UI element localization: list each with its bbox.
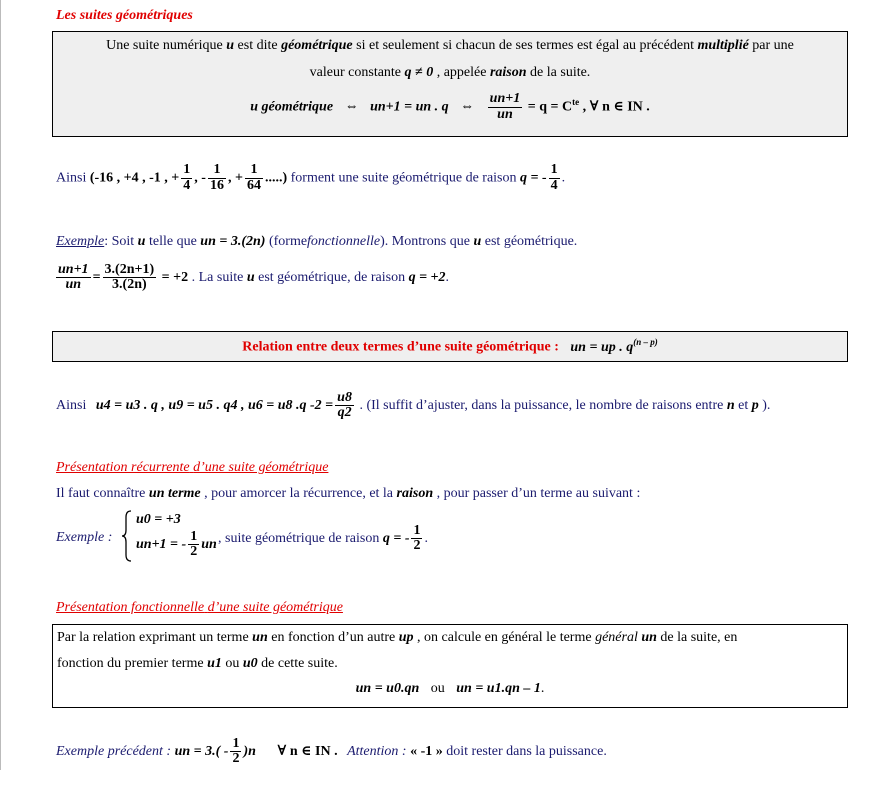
- relation-content: [53, 337, 847, 356]
- minus-one-quote: « -1 »: [410, 744, 443, 759]
- relation-exponent: (n – p): [633, 337, 658, 347]
- period: ).: [762, 398, 771, 413]
- exemple-1-calculation: [54, 259, 449, 297]
- brace-icon: [122, 510, 132, 562]
- u8-over-q2-fraction: $\frac{u8}{q2}$: [337, 389, 352, 421]
- fonctionnelle-line-2: fonction du premier terme u1 ou u0 de cette suite.: [57, 656, 338, 671]
- exemple-1-line: [56, 234, 577, 250]
- u1-symbol: u1: [207, 656, 222, 671]
- formula-end: )n: [243, 744, 256, 759]
- exemple-label: Exemple: [56, 234, 105, 249]
- recurrente-exemple-label: Exemple :: [56, 530, 113, 545]
- fonctionnelle-heading: Présentation fonctionnelle d’une suite géométrique: [56, 600, 343, 615]
- raison-term: raison: [489, 65, 527, 80]
- te-superscript: te: [572, 96, 580, 107]
- relation-title: Relation entre deux termes d’une suite géométrique :: [242, 339, 559, 355]
- u0-symbol: u0: [242, 656, 258, 671]
- exemple-precedent-line: [56, 734, 607, 770]
- forall-clause: ∀ n ∈ IN .: [277, 744, 338, 759]
- definition-text: valeur constante: [309, 65, 402, 80]
- formula-from-u1: un = u1.qn – 1: [456, 681, 541, 696]
- fonctionnelle-line-1: Par la relation exprimant un terme un en fonction d’un autre up , on calcule en général le terme général un de la suite, en: [57, 630, 738, 645]
- formula-from-u0: un = u0.qn: [355, 681, 420, 696]
- p-symbol: p: [751, 398, 759, 413]
- separator: , +: [227, 170, 243, 186]
- un-terme: un terme: [148, 486, 201, 501]
- period: .: [445, 270, 450, 285]
- definition-formula: [53, 92, 847, 122]
- exemple-text: ). Montrons que: [380, 234, 470, 249]
- system-line-2: un+1 = - $\frac{1}{2}$ un: [136, 528, 217, 560]
- definition-line-2: [53, 65, 847, 81]
- relation-formula: un = up . q: [570, 339, 634, 355]
- separator: , -: [194, 170, 206, 186]
- fraction-1-16: $\frac{1}{16}$: [209, 162, 224, 193]
- exemple-text: est géométrique.: [484, 234, 578, 249]
- calc-text: est géométrique, de raison: [258, 270, 406, 285]
- definition-text: Une suite numérique: [106, 38, 223, 53]
- relation-example-2: u9 = u5 . q4 ,: [168, 398, 245, 413]
- system-brace: [122, 510, 132, 562]
- recurrente-heading: Présentation récurrente d’une suite géométrique: [56, 460, 329, 475]
- page-title: Les suites géométriques: [56, 8, 193, 23]
- q-fraction: $\frac{1}{2}$: [413, 522, 421, 554]
- fraction-1-64: $\frac{1}{64}$: [246, 162, 261, 193]
- multiplie-term: multiplié: [697, 38, 749, 53]
- ainsi-label: Ainsi: [56, 398, 87, 413]
- recurrence-relation: un+1 = un . q: [370, 99, 449, 115]
- forall-clause: , ∀ n ∈ IN .: [582, 99, 650, 115]
- sequence-end: .....): [264, 170, 288, 186]
- ainsi-sequence-line: [56, 163, 565, 193]
- fonctionnelle-formula: un = u0.qn ou un = u1.qn – 1.: [355, 681, 545, 696]
- un-symbol: un: [252, 630, 268, 645]
- n-symbol: n: [726, 398, 735, 413]
- q-equals: q = -: [382, 531, 410, 546]
- relation-box: [52, 331, 848, 362]
- general-term: général: [595, 630, 638, 645]
- exemple-precedent-label: Exemple précédent :: [56, 744, 172, 759]
- power-fraction: $\frac{3.(2n+1)}{3.(2n)}$: [104, 261, 155, 293]
- up-symbol: up: [398, 630, 414, 645]
- fonctionnelle-term: fonctionnelle: [307, 234, 381, 249]
- et-text: et: [738, 398, 749, 413]
- equals-q: = q = C: [527, 99, 573, 115]
- half-fraction: $\frac{1}{2}$: [190, 528, 198, 560]
- ainsi-relation-line: [56, 388, 770, 424]
- attention-text: doit rester dans la puissance.: [446, 744, 607, 759]
- ratio-result: = +2: [161, 270, 189, 285]
- recurrente-text: Il faut connaître un terme , pour amorcer la récurrence, et la raison , pour passer d’un terme au suivant :: [56, 486, 641, 501]
- definition-text: est dite: [237, 38, 278, 53]
- definition-text: par une: [752, 38, 794, 53]
- half-fraction: $\frac{1}{2}$: [232, 735, 240, 767]
- system-line-1: u0 = +3: [136, 512, 181, 527]
- ratio-fraction: $\frac{un+1}{un}$: [58, 261, 89, 293]
- u-symbol: u: [226, 38, 235, 53]
- u-symbol: u: [473, 234, 482, 249]
- definition-text: , appelée: [436, 65, 487, 80]
- iff-symbol: ⇔: [344, 99, 359, 115]
- u-symbol: u: [137, 234, 146, 249]
- q-equals: q = -: [520, 170, 547, 186]
- definition-line-1: [53, 38, 847, 54]
- exemple-text: Soit: [111, 234, 135, 249]
- q-condition: q ≠ 0: [404, 65, 434, 80]
- sequence-start: (-16 , +4 , -1 , +: [89, 170, 180, 186]
- iff-symbol: ⇔: [460, 99, 475, 115]
- attention-label: Attention :: [347, 744, 407, 759]
- equals: =: [92, 270, 101, 285]
- definition-text: de la suite.: [530, 65, 591, 80]
- fraction-1-4: $\frac{1}{4}$: [183, 162, 191, 193]
- recurrente-raison-line: , suite géométrique de raison q = - $\frac{1}{2}$ .: [218, 522, 428, 554]
- functional-formula: un = 3.(2n): [200, 234, 266, 249]
- page-left-border: [0, 0, 1, 770]
- period: .: [561, 170, 566, 186]
- ainsi-explanation: . (Il suffit d’ajuster, dans la puissance, le nombre de raisons entre: [359, 398, 724, 413]
- ainsi-label: Ainsi: [56, 170, 87, 186]
- raison-term: raison: [396, 486, 434, 501]
- formula-label: u géométrique: [250, 99, 334, 115]
- un-symbol: un: [641, 630, 657, 645]
- exemple-text: telle que: [148, 234, 197, 249]
- ainsi-text: forment une suite géométrique de raison: [290, 170, 517, 186]
- q-fraction: $\frac{1}{4}$: [550, 162, 558, 193]
- colon: :: [104, 234, 109, 249]
- u-symbol: u: [246, 270, 255, 285]
- fonctionnelle-box: [52, 624, 848, 708]
- definition-box: [52, 31, 848, 137]
- ratio-fraction: $\frac{un+1}{un}$: [489, 91, 521, 122]
- relation-example-3: u6 = u8 .q -2 =: [247, 398, 334, 413]
- geometrique-term: géométrique: [281, 38, 353, 53]
- definition-text: si et seulement si chacun de ses termes est égal au précédent: [356, 38, 694, 53]
- exemple-text: (forme: [268, 234, 308, 249]
- relation-example-1: u4 = u3 . q ,: [95, 398, 165, 413]
- calc-text: . La suite: [191, 270, 244, 285]
- formula-start: un = 3.( -: [174, 744, 229, 759]
- q-value: q = +2: [408, 270, 446, 285]
